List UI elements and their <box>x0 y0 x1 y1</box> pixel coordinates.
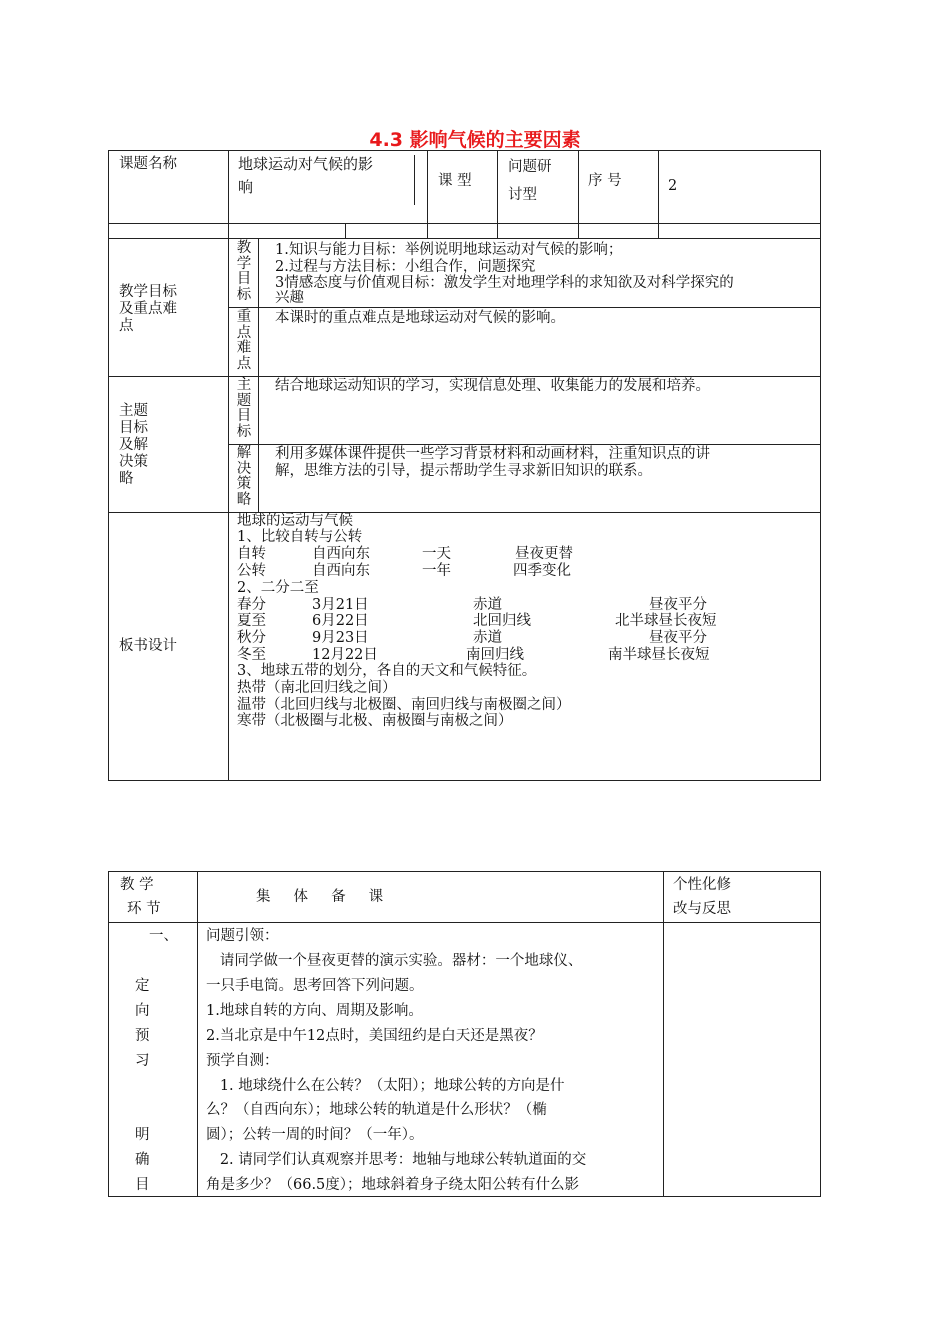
sequence-value: 2 <box>668 178 678 194</box>
lesson-name-label: 课题名称 <box>119 156 177 172</box>
content-line: 么？（自西向东）；地球公转的轨道是什么形状？（椭 <box>206 1102 547 1118</box>
strategy-label: 解决策略 <box>236 445 252 508</box>
rotation-period: 一天 <box>422 546 451 562</box>
board-section-1: 1、比较自转与公转 <box>237 529 363 545</box>
key-points-text: 本课时的重点难点是地球运动对气候的影响。 <box>275 310 565 326</box>
term-daylight: 昼夜平分 <box>649 630 707 646</box>
lesson-name-value: 地球运动对气候的影 <box>238 155 374 173</box>
term-latitude: 赤道 <box>473 597 502 613</box>
term-daylight: 昼夜平分 <box>649 597 707 613</box>
strategy-text-cont: 解，思维方法的引导，提示帮助学生寻求新旧知识的联系。 <box>275 463 652 479</box>
theme-label-2: 目标 <box>119 420 148 436</box>
key-points-label: 重点难点 <box>236 309 252 372</box>
stage-char: 定 <box>135 978 150 994</box>
rotation-direction: 自西向东 <box>312 546 370 562</box>
zone-frigid: 寒带（北极圈与北极、南极圈与南极之间） <box>237 713 513 729</box>
content-line: 一只手电筒。思考回答下列问题。 <box>206 978 424 994</box>
theme-label-5: 略 <box>119 471 134 487</box>
stage-header: 教 学 <box>120 877 154 893</box>
term-latitude: 南回归线 <box>466 647 524 663</box>
teaching-goal-3-cont: 兴趣 <box>275 290 304 306</box>
rotation-name: 自转 <box>237 546 266 562</box>
board-section-2: 2、二分二至 <box>237 580 319 596</box>
term-daylight: 南半球昼长夜短 <box>608 647 710 663</box>
rotation-effect: 昼夜更替 <box>515 546 573 562</box>
stage-char: 一、 <box>149 928 178 944</box>
content-line: 1.地球自转的方向、周期及影响。 <box>206 1003 423 1019</box>
collective-prep-header: 集 体 备 课 <box>256 889 384 905</box>
revolution-period: 一年 <box>422 563 451 579</box>
goals-label: 教学目标 <box>119 284 177 300</box>
term-latitude: 赤道 <box>473 630 502 646</box>
reflection-header: 个性化修 <box>673 877 731 893</box>
stage-char: 目 <box>135 1177 150 1193</box>
content-line: 圆）；公转一周的时间？（一年）。 <box>206 1127 424 1143</box>
lesson-name-value-cont: 响 <box>238 178 254 196</box>
page-title: 4.3 影响气候的主要因素 <box>369 129 581 151</box>
teaching-goal-1: 1.知识与能力目标：举例说明地球运动对气候的影响； <box>275 242 623 258</box>
term-latitude: 北回归线 <box>473 613 531 629</box>
lesson-type-label: 课 型 <box>438 173 472 189</box>
zone-tropical: 热带（南北回归线之间） <box>237 680 397 696</box>
theme-goal-text: 结合地球运动知识的学习，实现信息处理、收集能力的发展和培养。 <box>275 378 710 394</box>
content-line: 1. 地球绕什么在公转？（太阳）；地球公转的方向是什 <box>206 1078 565 1094</box>
board-heading: 地球的运动与气候 <box>237 513 353 529</box>
revolution-direction: 自西向东 <box>312 563 370 579</box>
theme-label-3: 及解 <box>119 437 148 453</box>
content-line: 预学自测： <box>206 1053 279 1069</box>
stage-char: 预 <box>135 1028 150 1044</box>
teaching-goal-3: 3情感态度与价值观目标：激发学生对地理学科的求知欲及对科学探究的 <box>275 275 734 291</box>
lesson-type-value-cont: 讨型 <box>508 187 537 203</box>
teaching-goals-label: 教学目标 <box>236 240 252 303</box>
revolution-effect: 四季变化 <box>513 563 571 579</box>
term-date: 9月23日 <box>312 630 369 646</box>
theme-label-4: 决策 <box>119 454 148 470</box>
term-date: 12月22日 <box>312 647 378 663</box>
term-name: 春分 <box>237 597 266 613</box>
goals-label-line3: 点 <box>119 318 134 334</box>
term-daylight: 北半球昼长夜短 <box>615 613 717 629</box>
term-name: 冬至 <box>237 647 266 663</box>
board-design-label: 板书设计 <box>119 638 177 654</box>
stage-char: 向 <box>135 1003 150 1019</box>
stage-char: 明 <box>135 1127 150 1143</box>
teaching-goal-2: 2.过程与方法目标：小组合作，问题探究 <box>275 259 536 275</box>
stage-header-cont: 环 节 <box>127 901 161 917</box>
content-line: 2.当北京是中午12点时，美国纽约是白天还是黑夜？ <box>206 1028 543 1044</box>
lesson-type-value: 问题研 <box>508 159 552 175</box>
term-name: 秋分 <box>237 630 266 646</box>
content-line: 请同学做一个昼夜更替的演示实验。器材：一个地球仪、 <box>206 953 583 969</box>
reflection-header-cont: 改与反思 <box>673 901 731 917</box>
goals-label-line2: 及重点难 <box>119 301 177 317</box>
content-line: 角是多少？（66.5度）；地球斜着身子绕太阳公转有什么影 <box>206 1177 580 1193</box>
term-date: 3月21日 <box>312 597 369 613</box>
theme-goal-label: 主题目标 <box>236 377 252 440</box>
term-name: 夏至 <box>237 613 266 629</box>
theme-label: 主题 <box>119 403 148 419</box>
content-line: 2. 请同学们认真观察并思考：地轴与地球公转轨道面的交 <box>206 1152 587 1168</box>
strategy-text: 利用多媒体课件提供一些学习背景材料和动画材料，注重知识点的讲 <box>275 446 710 462</box>
content-line: 问题引领： <box>206 928 279 944</box>
zone-temperate: 温带（北回归线与北极圈、南回归线与南极圈之间） <box>237 697 571 713</box>
stage-char: 确 <box>135 1152 150 1168</box>
revolution-name: 公转 <box>237 563 266 579</box>
sequence-label: 序 号 <box>588 173 622 189</box>
stage-char: 习 <box>135 1053 150 1069</box>
term-date: 6月22日 <box>312 613 369 629</box>
board-section-3: 3、地球五带的划分，各自的天文和气候特征。 <box>237 663 537 679</box>
